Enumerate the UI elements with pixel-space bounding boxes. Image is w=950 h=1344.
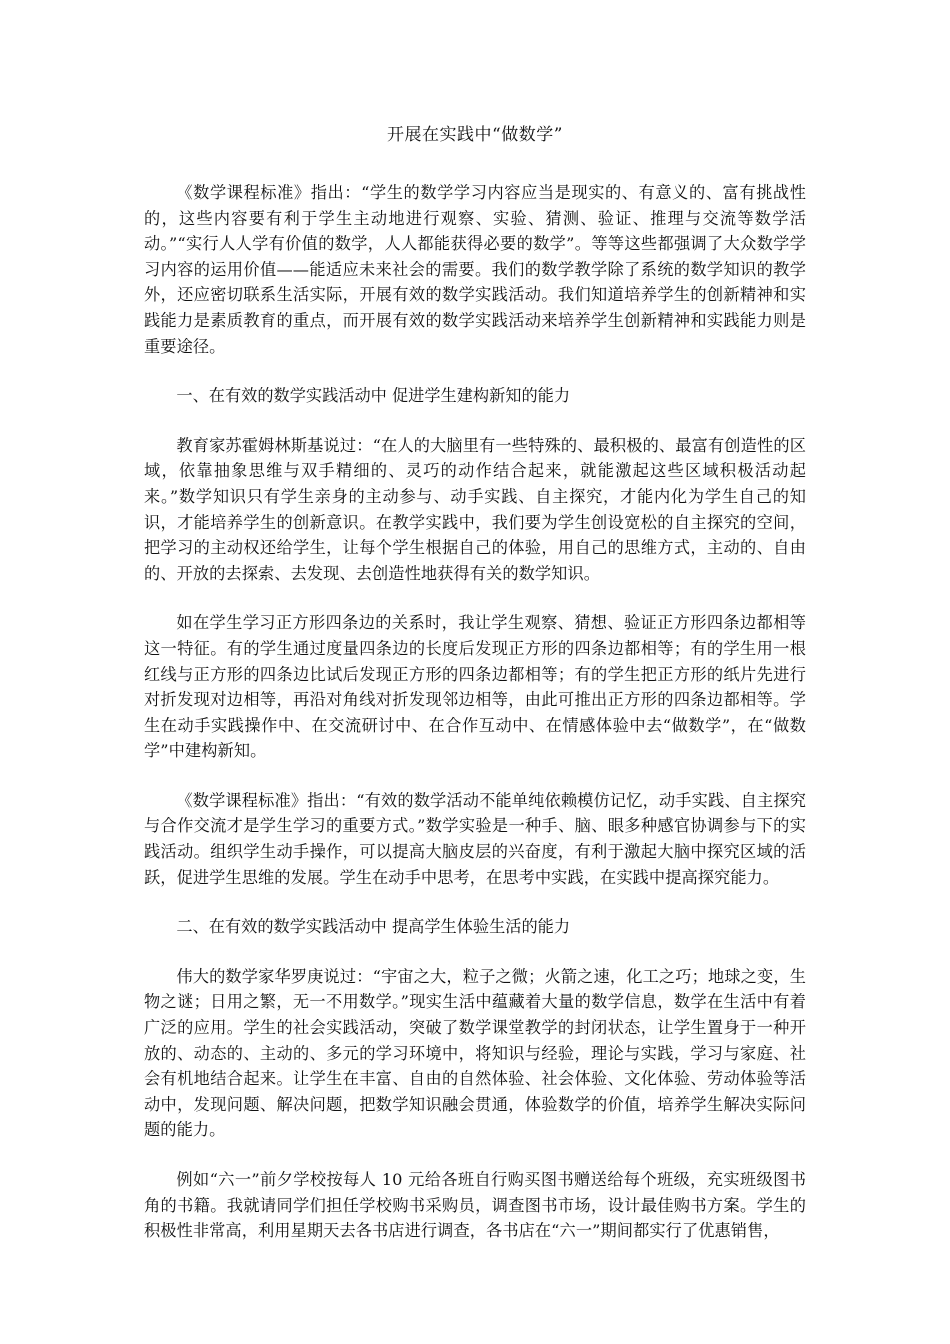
body-paragraph: 例如“六一”前夕学校按每人 10 元给各班自行购买图书赠送给每个班级，充实班级图书角的书籍。我就请同学们担任学校购书采购员，调查图书市场，设计最佳购书方案。学生的积极性非常高，利用星期天去各书店进行调查，各书店在“六一”期间都实行了优惠销售，: [144, 1170, 806, 1241]
body-paragraph: 教育家苏霍姆林斯基说过：“在人的大脑里有一些特殊的、最积极的、最富有创造性的区域，依靠抽象思维与双手精细的、灵巧的动作结合起来，就能激起这些区域积极活动起来。”数学知识只有学生亲身的主动参与、动手实践、自主探究，才能内化为学生自己的知识，才能培养学生的创新意识。在教学实践中，我们要为学生创设宽松的自主探究的空间，把学习的主动权还给学生，让每个学生根据自己的体验，用自己的思维方式，主动的、自由的、开放的去探索、去发现、去创造性地获得有关的数学知识。: [144, 435, 806, 583]
document-page: [144, 122, 806, 1268]
body-paragraph: 伟大的数学家华罗庚说过：“宇宙之大，粒子之微；火箭之速，化工之巧；地球之变，生物之谜；日用之繁，无一不用数学。”现实生活中蕴藏着大量的数学信息，数学在生活中有着广泛的应用。学生的社会实践活动，突破了数学课堂教学的封闭状态，让学生置身于一种开放的、动态的、主动的、多元的学习环境中，将知识与经验，理论与实践，学习与家庭、社会有机地结合起来。让学生在丰富、自由的自然体验、社会体验、文化体验、劳动体验等活动中，发现问题、解决问题，把数学知识融会贯通，体验数学的价值，培养学生解决实际问题的能力。: [144, 966, 806, 1140]
intro-paragraph: 《数学课程标准》指出：“学生的数学学习内容应当是现实的、有意义的、富有挑战性的，这些内容要有利于学生主动地进行观察、实验、猜测、验证、推理与交流等数学活动。”“实行人人学有价值的数学，人人都能获得必要的数学”。等等这些都强调了大众数学学习内容的运用价值——能适应未来社会的需要。我们的数学教学除了系统的数学知识的教学外，还应密切联系生活实际，开展有效的数学实践活动。我们知道培养学生的创新精神和实践能力是素质教育的重点，而开展有效的数学实践活动来培养学生创新精神和实践能力则是重要途径。: [144, 183, 806, 356]
section-heading-2: 二、在有效的数学实践活动中 提高学生体验生活的能力: [176, 917, 571, 937]
body-paragraph: 《数学课程标准》指出：“有效的数学活动不能单纯依赖模仿记忆，动手实践、自主探究与合作交流才是学生学习的重要方式。”数学实验是一种手、脑、眼多种感官协调参与下的实践活动。组织学生动手操作，可以提高大脑皮层的兴奋度，有利于激起大脑中探究区域的活跃，促进学生思维的发展。学生在动手中思考，在思考中实践，在实践中提高探究能力。: [144, 790, 806, 887]
body-paragraph: 如在学生学习正方形四条边的关系时，我让学生观察、猜想、验证正方形四条边都相等这一特征。有的学生通过度量四条边的长度后发现正方形的四条边都相等；有的学生用一根红线与正方形的四条边比试后发现正方形的四条边都相等；有的学生把正方形的纸片先进行对折发现对边相等，再沿对角线对折发现邻边相等，由此可推出正方形的四条边都相等。学生在动手实践操作中、在交流研讨中、在合作互动中、在情感体验中去“做数学”，在“做数学”中建构新知。: [144, 613, 806, 761]
document-title: 开展在实践中“做数学”: [387, 125, 563, 145]
section-heading-1: 一、在有效的数学实践活动中 促进学生建构新知的能力: [176, 386, 571, 406]
